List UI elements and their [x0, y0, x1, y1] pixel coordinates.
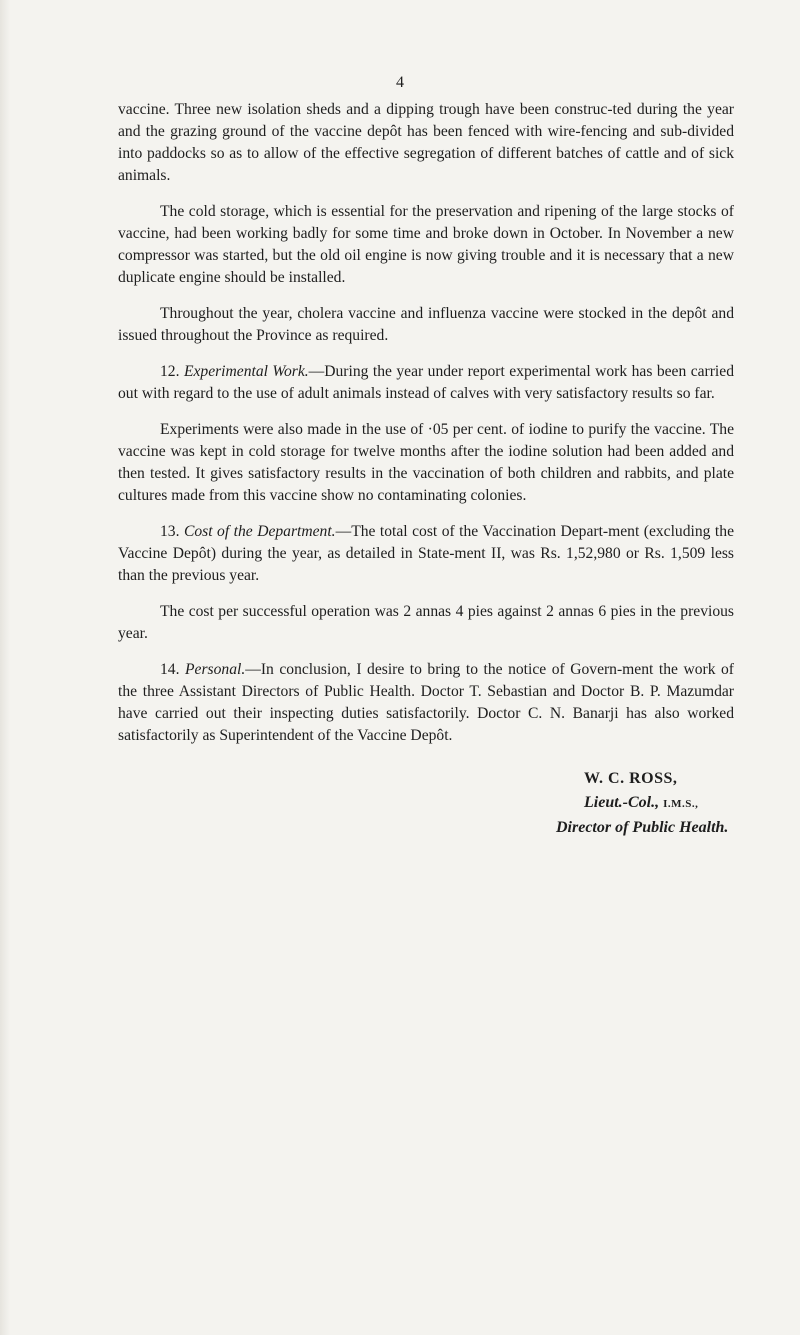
paragraph-2: The cold storage, which is essential for the preservation and ripening of the large stocks of vaccine, had been working badly for some time and broke down in October. In November a new compressor was started, but the old oil engine is now giving trouble and it is necessary that a new duplicate engine should be installed.	[118, 203, 734, 286]
section-number: 12.	[160, 363, 180, 380]
section-text: —During the year under report experimental work has been carried out with regard to the use of adult animals instead of calves with very satisfactory results so far.	[118, 363, 734, 402]
section-number: 13.	[160, 523, 180, 540]
section-heading: Personal.	[185, 661, 246, 678]
signature-rank-suffix: I.M.S.,	[663, 798, 699, 810]
section-heading: Experimental Work.	[183, 363, 309, 380]
page-number: 4	[396, 74, 404, 91]
paragraph-3: Throughout the year, cholera vaccine and influenza vaccine were stocked in the depôt and issued throughout the Province as required.	[118, 305, 734, 344]
signature-rank-text: Lieut.-Col.,	[584, 794, 660, 811]
paragraph-personal	[118, 659, 734, 747]
paragraph-5: Experiments were also made in the use of ·05 per cent. of iodine to purify the vaccine. The vaccine was kept in cold storage for twelve months after the iodine solution had been added and then tested. It gives satisfactory results in the vaccination of both children and rabbits, and plate cultures made from this vaccine show no contaminating colonies.	[118, 421, 734, 504]
body-text	[118, 99, 734, 761]
page-edge-shadow	[0, 0, 10, 1335]
signature-block	[118, 767, 734, 840]
paragraph-7: The cost per successful operation was 2 annas 4 pies against 2 annas 6 pies in the previous year.	[118, 603, 734, 642]
paragraph-1: vaccine. Three new isolation sheds and a dipping trough have been construc-ted during the year and the grazing ground of the vaccine depôt has been fenced with wire-fencing and sub-divided into paddocks so as to allow of the effective segregation of different batches of cattle and of sick animals.	[118, 101, 734, 184]
signature-name: W. C. ROSS,	[584, 770, 678, 787]
section-number: 14.	[160, 661, 180, 678]
paragraph-experimental-work	[118, 361, 734, 405]
signature-title: Director of Public Health.	[556, 819, 729, 836]
section-text: —In conclusion, I desire to bring to the notice of Govern-ment the work of the three Assistant Directors of Public Health. Doctor T. Sebastian and Doctor B. P. Mazumdar have carried out their inspecting duties satisfactorily. Doctor C. N. Banarji has also worked satisfactorily as Superintendent of the Vaccine Depôt.	[118, 661, 734, 744]
paragraph-cost-of-department	[118, 521, 734, 587]
section-text: —The total cost of the Vaccination Depart-ment (excluding the Vaccine Depôt) during the year, as detailed in State-ment II, was Rs. 1,52,980 or Rs. 1,509 less than the previous year.	[118, 523, 734, 584]
signature-rank	[118, 791, 734, 816]
section-heading: Cost of the Department.	[183, 523, 336, 540]
